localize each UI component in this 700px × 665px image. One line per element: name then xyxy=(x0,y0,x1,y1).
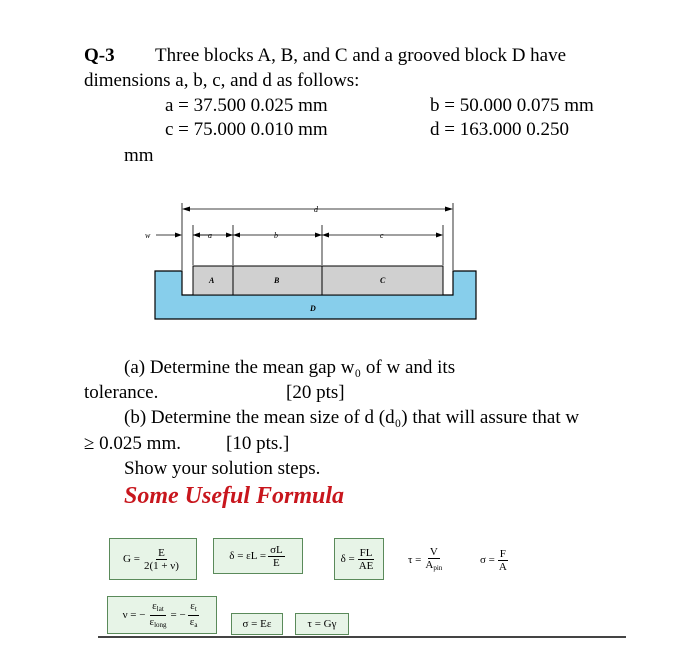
dim-c: c = 75.000 0.010 mm xyxy=(165,119,328,140)
formula-shear-stress: τ = $\frac{V}{A_{pin}}$ xyxy=(408,546,443,572)
dim-unit: mm xyxy=(124,145,154,166)
part-b-points: [10 pts.] xyxy=(226,433,290,454)
bottom-divider xyxy=(98,636,626,638)
part-a-points: [20 pts] xyxy=(286,382,345,403)
question-intro-line2: dimensions a, b, c, and d as follows: xyxy=(84,70,360,91)
dim-d: d = 163.000 0.250 xyxy=(430,119,569,140)
formula-poisson-ratio: ν = − $\frac{\varepsilon_{lat}}{\varepsilon_{long}}$ = − $\frac{\varepsilon_t}{\varepsilon_a}$ xyxy=(107,596,217,634)
dim-b: b = 50.000 0.075 mm xyxy=(430,95,594,116)
label-C: C xyxy=(380,276,386,285)
part-b-line2: ≥ 0.025 mm. xyxy=(84,433,181,454)
dim-a: a = 37.500 0.025 mm xyxy=(165,95,328,116)
formula-normal-stress: σ = $\frac{F}{A}$ xyxy=(480,547,507,573)
label-a: a xyxy=(208,231,212,240)
part-a-line2: tolerance. xyxy=(84,382,159,403)
label-A: A xyxy=(209,276,215,285)
formula-hooke: σ = Eε xyxy=(231,613,283,635)
formula-hooke-shear: τ = Gγ xyxy=(295,613,349,635)
formula-elongation: δ = εL = $\frac{\sigma L}{E}$ xyxy=(213,538,303,574)
label-d: d xyxy=(314,205,318,214)
question-intro-line1: Three blocks A, B, and C and a grooved block D have xyxy=(155,45,567,66)
label-B: B xyxy=(274,276,280,285)
formula-axial-deformation: δ = $\frac{FL}{AE}$ xyxy=(334,538,384,580)
label-w: w xyxy=(145,231,151,240)
question-number: Q-3 xyxy=(84,45,115,66)
formula-shear-modulus: G = $\frac{E}{2(1 + \nu)}$ xyxy=(109,538,197,580)
show-steps: Show your solution steps. xyxy=(124,458,321,479)
label-D: D xyxy=(310,304,316,313)
formula-title: Some Useful Formula xyxy=(124,483,345,509)
label-b: b xyxy=(274,231,278,240)
part-b-line1: (b) Determine the mean size of d (d₀) that will assure that w xyxy=(124,407,580,428)
label-c: c xyxy=(380,231,384,240)
part-a-line1: (a) Determine the mean gap w₀ of w and its xyxy=(124,357,456,378)
